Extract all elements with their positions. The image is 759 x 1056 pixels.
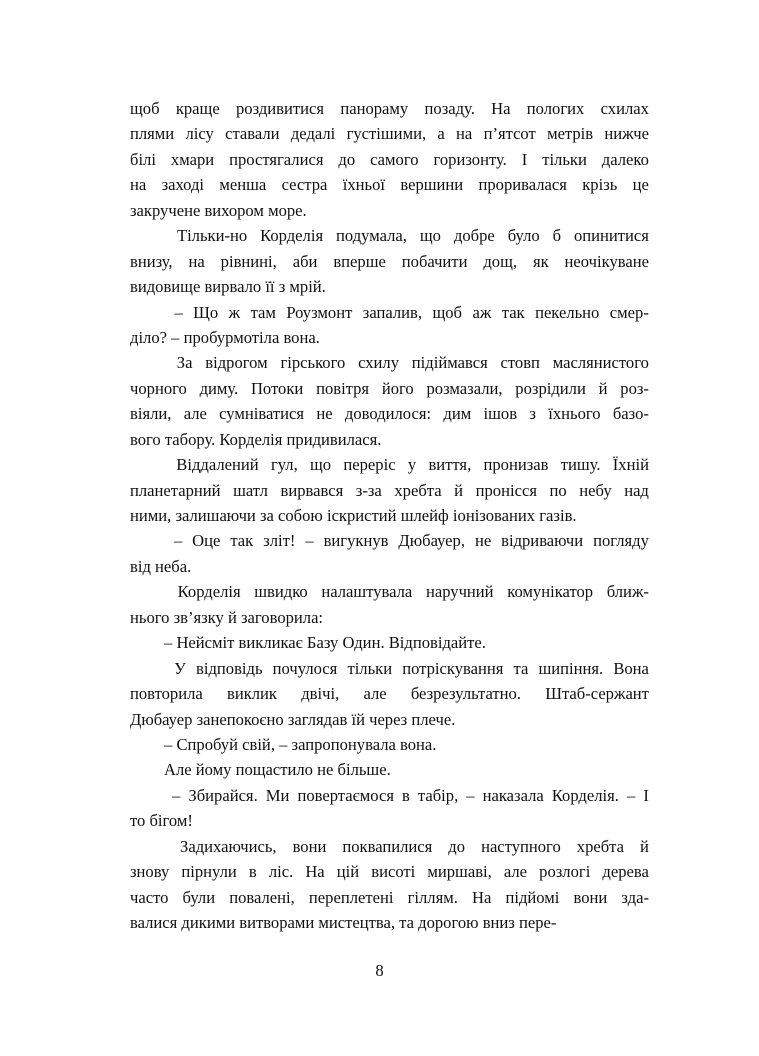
text-line: закручене вихором море. [130,200,307,220]
text-line [130,859,649,884]
word: хмари [170,149,215,169]
word: почулося [272,658,338,678]
paragraph-indent [130,834,164,859]
word: що [310,455,332,475]
word: відриваючи [501,531,584,551]
word: роздивитися [236,99,325,118]
word: цій [336,862,360,882]
word: що [419,226,441,246]
text-line: видовище вирвало її з мрій. [130,277,326,297]
word: на [130,175,147,195]
word: доводилося: [344,404,432,424]
text-line [130,834,649,859]
word: пронизав [483,455,549,475]
word: їхньої [342,175,386,195]
paragraph-indent [130,223,164,248]
word: не [474,531,492,551]
word: над [624,480,649,500]
word: пологих [526,99,585,118]
word: пекельно [535,302,600,322]
word: – [305,531,314,551]
word: – [174,302,183,322]
paragraph [130,732,649,757]
word: вершини [400,175,464,195]
word: аж [472,302,492,322]
word: було [507,226,540,246]
word: – [173,531,183,551]
word: так [501,302,525,322]
word: лісу [185,124,214,144]
text-line [130,223,649,248]
word: позаду. [424,99,475,118]
word: нижче [604,124,649,144]
text-line: Дюбауер занепокоєно заглядав їй через плече. [130,709,456,729]
word: щоб [130,99,160,118]
word: швидко [254,582,308,602]
word: – [172,785,181,805]
word: повітря [316,378,370,398]
word: наступного [481,836,561,856]
word: а [437,124,445,144]
word: маслянистого [552,353,649,373]
word: білі [130,149,156,169]
text-line [130,681,649,706]
word: й [454,480,464,500]
text-line: ними, залишаючи за собою іскристий шлейф іонізованих газів. [130,506,577,525]
text-line [130,249,649,274]
word: ближ- [606,582,649,602]
text-line [130,147,649,172]
word: в [402,785,410,805]
word: табір, [417,785,459,805]
word: б [552,226,562,246]
word: миршаві, [427,862,492,882]
word: За [176,353,193,373]
word: планетарний [130,480,221,500]
paragraph-indent [130,783,164,808]
word: погляду [593,531,649,551]
word: шипіння. [538,658,604,678]
paragraph-indent [130,452,164,477]
word: ліс. [268,862,294,882]
word: крізь [582,175,618,195]
word: простягалися [229,149,324,169]
word: але [363,684,387,704]
word: Збирайся. [188,785,258,805]
word: гул, [270,455,298,475]
paragraph-indent [130,350,164,375]
word: менша [219,175,267,195]
paragraph [130,300,649,351]
word: комунікатор [507,582,594,602]
word: – [626,785,636,805]
page-number: 8 [375,961,384,980]
word: сумніватися [219,404,305,424]
word: шатл [233,480,268,500]
word: відповідь [196,658,263,678]
word: проривалася [478,175,567,195]
word: вперше [333,251,386,271]
word: повторила [130,684,203,704]
word: з [529,404,536,424]
word: двічі, [301,684,340,704]
word: ж [228,302,241,322]
word: добре [453,226,495,246]
paragraph [130,223,649,299]
word: На [471,887,492,907]
word: до [448,836,466,856]
word: схилах [600,99,649,118]
word: пронісся [475,480,537,500]
word: неочікуване [564,251,649,271]
word: Корделія [260,226,324,246]
word: Віддалений [176,455,259,475]
word: Що [193,302,219,322]
word: вирвався [280,480,344,500]
text-line [130,478,649,503]
word: аби [292,251,318,271]
word: Корделія. [551,785,619,805]
paragraph [130,834,649,936]
word: розмазали, [426,378,503,398]
word: хребта [576,836,624,856]
word: Штаб-сержант [545,684,649,704]
word: але [503,862,528,882]
word: метрів [547,124,594,144]
word: опинитися [573,226,649,246]
word: розлогі [539,862,591,882]
word: дощ, [483,251,518,271]
word: тільки [347,658,393,678]
word: підіймався [411,353,488,373]
word: сестра [281,175,328,195]
paragraph [130,757,649,782]
word: смер- [609,302,649,322]
word: виклик [226,684,277,704]
word: роз- [620,378,649,398]
word: їхнього [548,404,601,424]
word: Дюбауер, [398,531,465,551]
word: наказала [482,785,544,805]
word: І [643,785,649,805]
word: хребта [394,480,442,500]
text-line: діло? – пробурмотіла вона. [130,327,320,347]
text-line [130,376,649,401]
word: висоті [371,862,416,882]
word: переплетені [308,887,394,907]
paragraph [130,656,649,732]
word: знову [130,862,170,882]
paragraph-indent [130,579,164,604]
word: Роузмонт [286,302,353,322]
text-line [130,401,649,426]
word: вони [573,887,608,907]
paragraph [130,528,649,579]
text-line [130,452,649,477]
word: дедалі [290,124,336,144]
paragraph [130,452,649,528]
word: переріс [343,455,396,475]
text-line [130,783,649,808]
word: стовп [500,353,540,373]
word: У [174,658,186,678]
paragraph [130,630,649,655]
text-line [130,885,649,910]
word: у [407,455,417,475]
word: наручний [425,582,494,602]
word: панораму [340,99,409,118]
word: Ми [265,785,290,805]
word: горизонту. [433,149,507,169]
word: підйомі [505,887,560,907]
word: п’ятсот [483,124,536,144]
text-line: – Спробуй свій, – запропонувала вона. [164,734,437,754]
word: й [598,378,608,398]
word: внизу, [130,251,173,271]
word: Вона [613,658,649,678]
word: це [632,175,649,195]
word: тишу. [560,455,601,475]
text-line: – Нейсміт викликає Базу Один. Відповідайте. [164,633,486,653]
text-line: вого табору. Корделія придивилася. [130,429,382,449]
word: так [230,531,254,551]
word: віяли, [130,404,172,424]
word: та [513,658,529,678]
word: повалені, [229,887,295,907]
page-body-text [130,96,649,935]
text-line [130,656,649,681]
text-line [130,579,649,604]
word: плями [130,124,175,144]
word: тільки [542,149,587,169]
word: виття, [428,455,472,475]
text-line [130,121,649,146]
word: зда- [621,887,649,907]
word: Оце [192,531,221,551]
word: Корделія [177,582,241,602]
word: на [456,124,473,144]
word: Їхній [612,455,649,475]
word: розрідили [515,378,586,398]
word: потріскування [402,658,504,678]
word: там [250,302,276,322]
text-line [130,96,649,121]
word: диму. [199,378,239,398]
word: вони [292,836,327,856]
word: небу [579,480,612,500]
paragraph-indent [130,300,164,325]
word: краще [175,99,220,118]
word: поквапилися [342,836,433,856]
word: вигукнув [323,531,389,551]
word: далеко [601,149,649,169]
word: були [182,887,216,907]
paragraph [130,783,649,834]
text-line: валися дикими витворами мистецтва, та дорогою вниз пере- [130,913,557,932]
word: дим [443,404,472,424]
paragraph [130,96,649,223]
word: безрезультатно. [410,684,521,704]
text-line: то бігом! [130,811,193,831]
word: відрогом [205,353,268,373]
word: часто [130,887,169,907]
word: й [640,836,649,856]
word: самого [370,149,419,169]
word: його [381,378,414,398]
word: але [183,404,207,424]
word: до [338,149,356,169]
word: На [491,99,511,118]
word: На [305,862,325,882]
word: подумала, [336,226,407,246]
word: базо- [612,404,649,424]
word: І [521,149,528,169]
word: схилу [358,353,399,373]
word: не [316,404,333,424]
word: Задихаючись, [180,836,277,856]
word: як [532,251,549,271]
word: – [466,785,475,805]
word: по [549,480,567,500]
paragraph [130,350,649,452]
text-line: від неба. [130,556,192,576]
word: ішов [483,404,518,424]
word: заході [161,175,205,195]
word: рівнині, [220,251,277,271]
word: побачити [401,251,468,271]
word: зліт! [263,531,296,551]
word: Потоки [250,378,304,398]
paragraph [130,579,649,630]
text-line [130,172,649,197]
word: Тільки-но [176,226,248,246]
paragraph-indent [130,528,164,553]
word: з-за [355,480,382,500]
word: гіллям. [407,887,458,907]
word: дерева [602,862,649,882]
text-line [130,300,649,325]
word: чорного [130,378,187,398]
word: пірнули [181,862,237,882]
word: щоб [432,302,463,322]
word: густішими, [346,124,427,144]
text-line: Але йому пощастило не більше. [164,760,391,780]
paragraph-indent [130,656,164,681]
word: гірського [280,353,346,373]
word: повертаємося [297,785,394,805]
word: налаштувала [321,582,413,602]
text-line: нього зв’язку й заговорила: [130,607,324,627]
word: в [248,862,257,882]
text-line [130,350,649,375]
text-line [130,528,649,553]
word: ставали [225,124,280,144]
word: запалив, [362,302,423,322]
word: на [188,251,205,271]
